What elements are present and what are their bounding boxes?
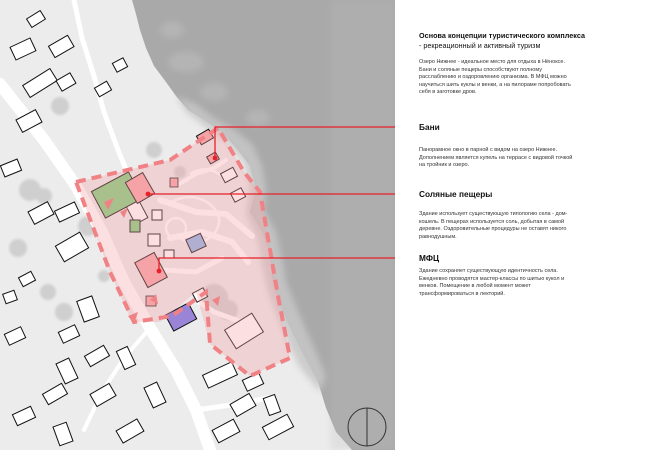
section-line: Панорамное окно в парной с видом на озеро Нижнее. [419,147,558,153]
section-text-bani [419,147,651,170]
section-line: Дополнением является купель на террасе с видовой точкой [419,154,573,161]
description-panel [406,0,656,450]
section-line: Здание использует существующую типологию села - дом- [419,211,568,217]
intro-line: себя в заготовке дров. [419,89,477,96]
intro-line: Бани и соляные пещеры способствуют полному [419,66,542,73]
section-line: венков. Помещение в любой момент может [419,283,531,290]
intro-line: научиться шить куклы и венки, а на пилораме попробовать [419,81,571,88]
section-heading-mfc: МФЦ [419,253,440,263]
section-heading-salt-caves: Соляные пещеры [419,189,493,199]
section-line: трансформироваться в лекторий. [419,290,505,297]
section-text-salt-caves [419,211,651,241]
section-line: на тройник и озеро. [419,162,470,169]
panel-subtitle: - рекреационный и активный туризм [419,41,541,50]
section-line: деревне. Оздоровительные процедуры не оставят никого [419,226,567,233]
intro-text [419,59,651,97]
intro-line: расслаблению и оздоровлению организма. В МФЦ можно [419,74,567,81]
right-vignette [330,0,395,450]
section-text-mfc [419,268,651,298]
section-line: равнодушным. [419,233,457,240]
section-line: кошель. В пещерах используется соль, добытая в самой [419,218,565,225]
panel-title: Основа концепции туристического комплекса [419,31,586,40]
intro-line: Озеро Нижнее - идеальное место для отдыха в Нёноксе. [419,59,566,65]
section-line: Здание сохраняет существующую идентичность села. [419,268,558,274]
section-heading-bani: Бани [419,122,440,132]
section-line: Ежедневно проводятся мастер-классы по шитью кукол и [419,275,565,282]
